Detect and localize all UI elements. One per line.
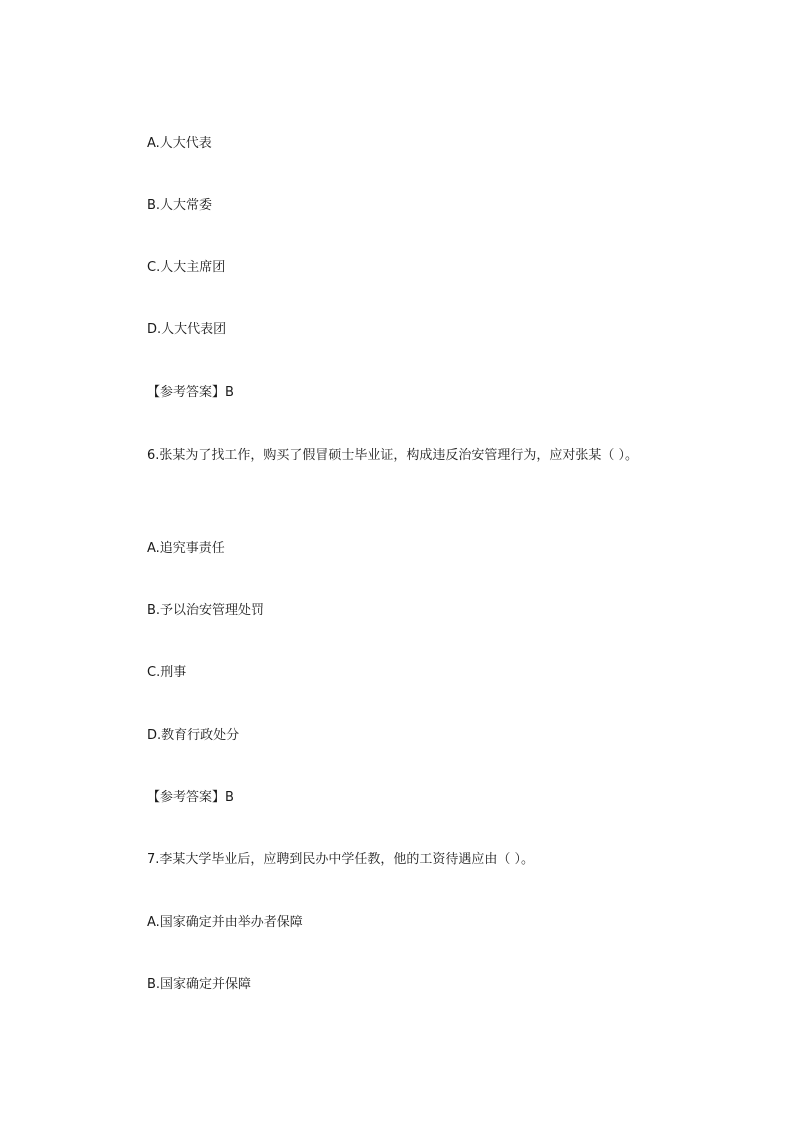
q5-option-b: B.人大常委 [147,198,213,213]
q7-option-b: B.国家确定并保障 [147,977,252,992]
q6-option-a: A.追究事责任 [147,541,225,556]
q5-answer: 【参考答案】B [147,385,234,400]
q6-option-b: B.予以治安管理处罚 [147,603,265,618]
q5-option-c: C.人大主席团 [147,260,226,275]
q6-answer: 【参考答案】B [147,790,234,805]
q5-option-d: D.人大代表团 [147,322,227,337]
q6-option-d: D.教育行政处分 [147,728,240,743]
q6-option-c: C.刑事 [147,665,187,680]
q7-question: 7.李某大学毕业后，应聘到民办中学任教，他的工资待遇应由（ ）。 [147,852,535,867]
q7-option-a: A.国家确定并由举办者保障 [147,915,303,930]
q6-question: 6.张某为了找工作，购买了假冒硕士毕业证，构成违反治安管理行为，应对张某（ ）。 [147,448,639,463]
q5-option-a: A.人大代表 [147,136,212,151]
